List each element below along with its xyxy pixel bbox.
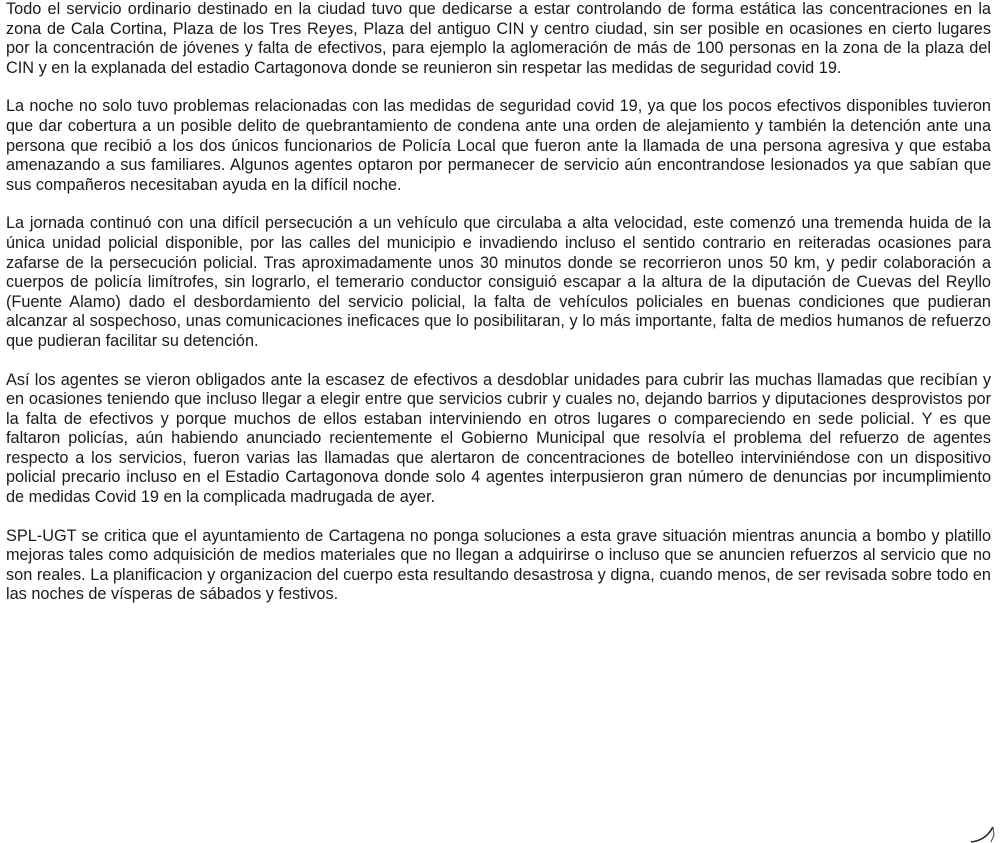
document-page: [6, 0, 991, 843]
paragraph-2: La noche no solo tuvo problemas relacionadas con las medidas de seguridad covid 19, ya que los pocos efectivos disponibles tuvieron que dar cobertura a un posible delito de quebrantamiento de condena ante una orden de alejamiento y también la detención ante una persona que recibió a los dos únicos funcionarios de Policía Local que fueron ante la llamada de una persona agresiva y que estaba amenazando a sus familiares. Algunos agentes optaron por permanecer de servicio aún encontrandose lesionados ya que sabían que sus compañeros necesitaban ayuda en la difícil noche.: [6, 97, 991, 194]
paragraph-3: La jornada continuó con una difícil persecución a un vehículo que circulaba a alta velocidad, este comenzó una tremenda huida de la única unidad policial disponible, por las calles del municipio e invadiendo incluso el sentido contrario en reiteradas ocasiones para zafarse de la persecución policial. Tras aproximadamente unos 30 minutos donde se recorrieron unos 50 km, y pedir colaboración a cuerpos de policía limítrofes, sin lograrlo, el temerario conductor consiguió escapar a la altura de la diputación de Cuevas del Reyllo (Fuente Alamo) dado el desbordamiento del servicio policial, la falta de vehículos policiales en buenas condiciones que pudieran alcanzar al sospechoso, unas comunicaciones ineficaces que lo posibilitaran, y lo más importante, falta de medios humanos de refuerzo que pudieran facilitar su detención.: [6, 214, 991, 350]
paragraph-1: Todo el servicio ordinario destinado en la ciudad tuvo que dedicarse a estar controlando de forma estática las concentraciones en la zona de Cala Cortina, Plaza de los Tres Reyes, Plaza del antiguo CIN y centro ciudad, sin ser posible en ocasiones en cierto lugares por la concentración de jóvenes y falta de efectivos, para ejemplo la aglomeración de más de 100 personas en la zona de la plaza del CIN y en la explanada del estadio Cartagonova donde se reunieron sin respetar las medidas de seguridad covid 19.: [6, 0, 991, 77]
paragraph-5: SPL-UGT se critica que el ayuntamiento de Cartagena no ponga soluciones a esta grave situación mientras anuncia a bombo y platillo mejoras tales como adquisición de medios materiales que no llegan a adquirirse o incluso que se anuncien refuerzos al servicio que no son reales. La planificacion y organizacion del cuerpo esta resultando desastrosa y digna, cuando menos, de ser revisada sobre todo en las noches de vísperas de sábados y festivos.: [6, 526, 991, 604]
page-curl-icon: [969, 823, 995, 843]
paragraph-4: Así los agentes se vieron obligados ante la escasez de efectivos a desdoblar unidades para cubrir las muchas llamadas que recibían y en ocasiones teniendo que incluso llegar a elegir entre que servicios cubrir y cuales no, dejando barrios y diputaciones desprovistos por la falta de efectivos y porque muchos de ellos estaban interviniendo en otros lugares o compareciendo en sede policial. Y es que faltaron policías, aún habiendo anunciado recientemente el Gobierno Municipal que resolvía el problema del refuerzo de agentes respecto a los servicios, fueron varias las llamadas que alertaron de concentraciones de botelleo interviniéndose con un dispositivo policial precario incluso en el Estadio Cartagonova donde solo 4 agentes interpusieron gran número de denuncias por incumplimiento de medidas Covid 19 en la complicada madrugada de ayer.: [6, 370, 991, 507]
